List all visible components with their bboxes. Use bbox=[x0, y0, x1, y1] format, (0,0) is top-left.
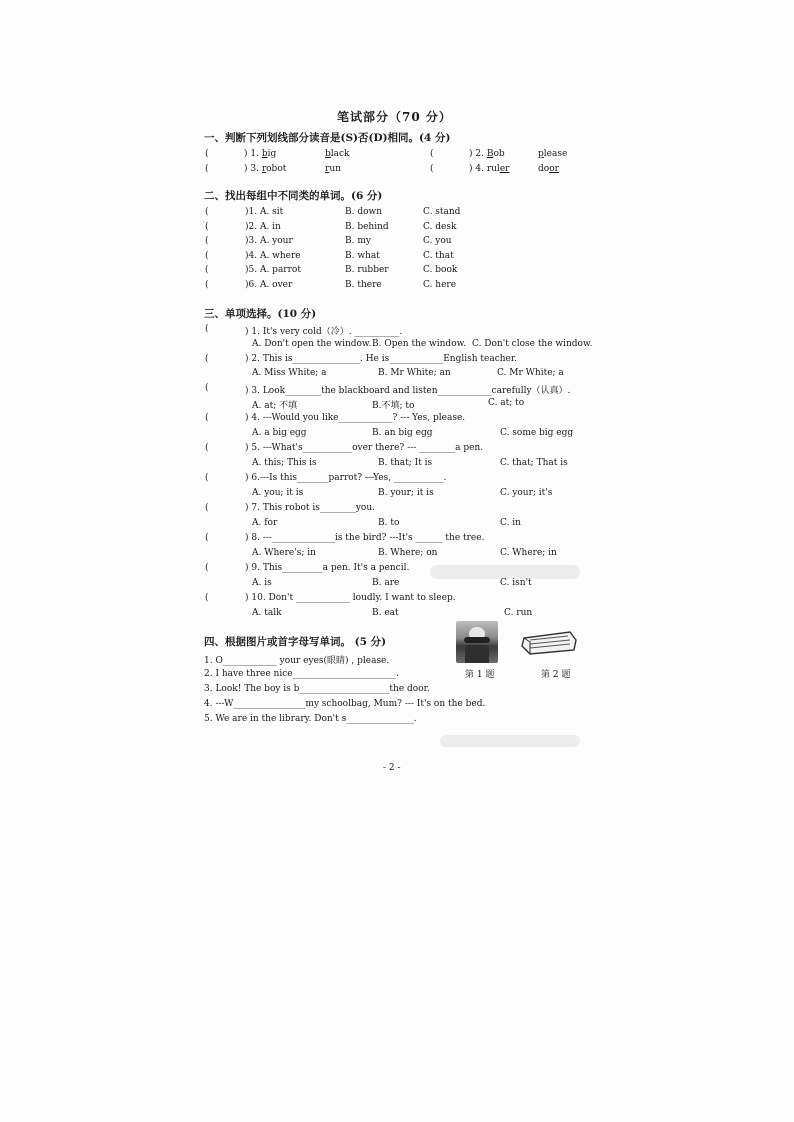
sec2-row-2-a: )2. A. in bbox=[245, 222, 281, 232]
sec3-q2-b: B. Mr White; an bbox=[378, 368, 451, 378]
sec3-q8-c: C. Where; in bbox=[500, 548, 557, 558]
sec1-paren-4: ( bbox=[430, 164, 434, 174]
sec1-item-2-word2: please bbox=[538, 149, 568, 159]
sec3-q7-a: A. for bbox=[252, 518, 278, 528]
sec2-row-4-a: )4. A. where bbox=[245, 251, 301, 261]
sec3-q10-c: C. run bbox=[504, 608, 533, 618]
sec2-paren-1: ( bbox=[205, 207, 209, 217]
sec3-paren-3: ( bbox=[205, 383, 209, 393]
sec1-item-3-word2: run bbox=[325, 164, 341, 174]
sec3-q1-c: C. Don't close the window. bbox=[472, 339, 593, 349]
page-number: - 2 - bbox=[383, 763, 401, 773]
sec1-paren: ( bbox=[205, 149, 209, 159]
sec3-q4: ) 4. ---Would you like____________? --- Yes, please. bbox=[245, 413, 466, 423]
sec2-row-1-a: )1. A. sit bbox=[245, 207, 284, 217]
sec1-item-3: ) 3. robot bbox=[244, 164, 287, 174]
sec3-paren-4: ( bbox=[205, 413, 209, 423]
sec2-row-5-c: C. book bbox=[423, 265, 458, 275]
boy-covering-eyes-picture bbox=[456, 621, 498, 663]
sec3-q6: ) 6.---Is this_______parrot? ---Yes, ___________. bbox=[245, 473, 447, 483]
pencil-box-picture bbox=[520, 630, 578, 656]
sec2-paren-3: ( bbox=[205, 236, 209, 246]
sec3-q4-c: C. some big egg bbox=[500, 428, 574, 438]
caption-question-1: 第 1 题 bbox=[465, 670, 495, 680]
section-4-heading: 四、根据图片或首字母写单词。 (5 分) bbox=[204, 636, 387, 648]
sec2-row-1-c: C. stand bbox=[423, 207, 461, 217]
sec4-line-5: 5. We are in the library. Don't s_______________. bbox=[204, 714, 417, 724]
sec1-item-2: ) 2. Bob bbox=[469, 149, 505, 159]
sec3-q5-b: B. that; It is bbox=[378, 458, 433, 468]
page-title: 笔试部分（70 分） bbox=[337, 110, 452, 124]
sec3-q4-b: B. an big egg bbox=[372, 428, 433, 438]
sec3-paren-9: ( bbox=[205, 563, 209, 573]
sec3-q8: ) 8. ---______________is the bird? ---It's ______ the tree. bbox=[245, 533, 485, 543]
sec3-q6-c: C. your; it's bbox=[500, 488, 553, 498]
sec2-row-3-c: C. you bbox=[423, 236, 452, 246]
sec3-paren-2: ( bbox=[205, 354, 209, 364]
sec3-q7-c: C. in bbox=[500, 518, 521, 528]
sec3-q10-b: B. eat bbox=[372, 608, 399, 618]
sec3-q7: ) 7. This robot is________you. bbox=[245, 503, 376, 513]
sec2-row-3-a: )3. A. your bbox=[245, 236, 293, 246]
section-1-heading: 一、判断下列划线部分读音是(S)否(D)相同。(4 分) bbox=[204, 132, 451, 144]
sec2-row-2-c: C. desk bbox=[423, 222, 457, 232]
sec3-q9-a: A. is bbox=[252, 578, 272, 588]
sec4-line-1: 1. O____________ your eyes(眼睛) , please. bbox=[204, 656, 390, 666]
sec3-q9: ) 9. This_________a pen. It's a pencil. bbox=[245, 563, 410, 573]
sec1-item-1: ) 1. big bbox=[244, 149, 277, 159]
sec2-paren-6: ( bbox=[205, 280, 209, 290]
sec1-item-1-word2: black bbox=[325, 149, 350, 159]
sec3-q1-a: A. Don't open the window. bbox=[252, 339, 372, 349]
sec3-q2-c: C. Mr White; a bbox=[497, 368, 564, 378]
sec3-q3: ) 3. Look________the blackboard and listen____________carefully（认真）. bbox=[245, 386, 571, 396]
sec3-q9-c: C. isn't bbox=[500, 578, 532, 588]
sec1-item-4-word2: door bbox=[538, 164, 559, 174]
sec3-q5-c: C. that; That is bbox=[500, 458, 568, 468]
sec3-paren-6: ( bbox=[205, 473, 209, 483]
section-3-heading: 三、单项选择。(10 分) bbox=[204, 308, 317, 320]
sec2-row-6-c: C. here bbox=[423, 280, 457, 290]
sec3-q6-a: A. you; it is bbox=[252, 488, 304, 498]
sec2-row-1-b: B. down bbox=[345, 207, 383, 217]
sec2-row-5-a: )5. A. parrot bbox=[245, 265, 301, 275]
sec2-paren-5: ( bbox=[205, 265, 209, 275]
sec2-row-4-c: C. that bbox=[423, 251, 454, 261]
sec3-q2-a: A. Miss White; a bbox=[252, 368, 327, 378]
sec3-q3-a: A. at; 不填 bbox=[252, 401, 298, 411]
sec3-paren-10: ( bbox=[205, 593, 209, 603]
sec2-row-2-b: B. behind bbox=[345, 222, 389, 232]
sec3-q3-c: C. at; to bbox=[488, 398, 525, 408]
sec3-paren-8: ( bbox=[205, 533, 209, 543]
sec4-line-3: 3. Look! The boy is b____________________the door. bbox=[204, 684, 430, 694]
sec3-q8-a: A. Where's; in bbox=[252, 548, 316, 558]
scan-smudge bbox=[430, 565, 580, 579]
sec2-row-5-b: B. rubber bbox=[345, 265, 389, 275]
sec3-q3-b: B.不填; to bbox=[372, 401, 415, 411]
sec4-line-4: 4. ---W________________my schoolbag, Mum? --- It's on the bed. bbox=[204, 699, 486, 709]
sec1-paren-3: ( bbox=[205, 164, 209, 174]
sec3-q6-b: B. your; it is bbox=[378, 488, 434, 498]
sec1-paren-2: ( bbox=[430, 149, 434, 159]
sec3-q9-b: B. are bbox=[372, 578, 400, 588]
sec3-paren-5: ( bbox=[205, 443, 209, 453]
scan-smudge-2 bbox=[440, 735, 580, 747]
sec3-q2: ) 2. This is_______________. He is____________English teacher. bbox=[245, 354, 518, 364]
sec3-q5: ) 5. ---What's___________over there? --- ________a pen. bbox=[245, 443, 484, 453]
sec3-q1-b: B. Open the window. bbox=[372, 339, 467, 349]
sec3-q5-a: A. this; This is bbox=[252, 458, 317, 468]
sec3-q10-a: A. talk bbox=[252, 608, 282, 618]
sec4-line-2: 2. I have three nice_______________________. bbox=[204, 669, 399, 679]
sec2-paren-2: ( bbox=[205, 222, 209, 232]
sec2-row-3-b: B. my bbox=[345, 236, 371, 246]
caption-question-2: 第 2 题 bbox=[541, 670, 571, 680]
sec3-paren-1: ( bbox=[205, 324, 209, 334]
sec2-row-6-a: )6. A. over bbox=[245, 280, 293, 290]
sec3-q7-b: B. to bbox=[378, 518, 400, 528]
sec3-q10: ) 10. Don't ____________ loudly. I want to sleep. bbox=[245, 593, 456, 603]
sec1-item-4: ) 4. ruler bbox=[469, 164, 510, 174]
sec2-row-6-b: B. there bbox=[345, 280, 382, 290]
sec2-row-4-b: B. what bbox=[345, 251, 380, 261]
section-2-heading: 二、找出每组中不同类的单词。(6 分) bbox=[204, 190, 383, 202]
sec3-q1: ) 1. It's very cold（冷）. __________. bbox=[245, 327, 403, 337]
sec2-paren-4: ( bbox=[205, 251, 209, 261]
sec3-paren-7: ( bbox=[205, 503, 209, 513]
sec3-q8-b: B. Where; on bbox=[378, 548, 438, 558]
sec3-q4-a: A. a big egg bbox=[252, 428, 307, 438]
